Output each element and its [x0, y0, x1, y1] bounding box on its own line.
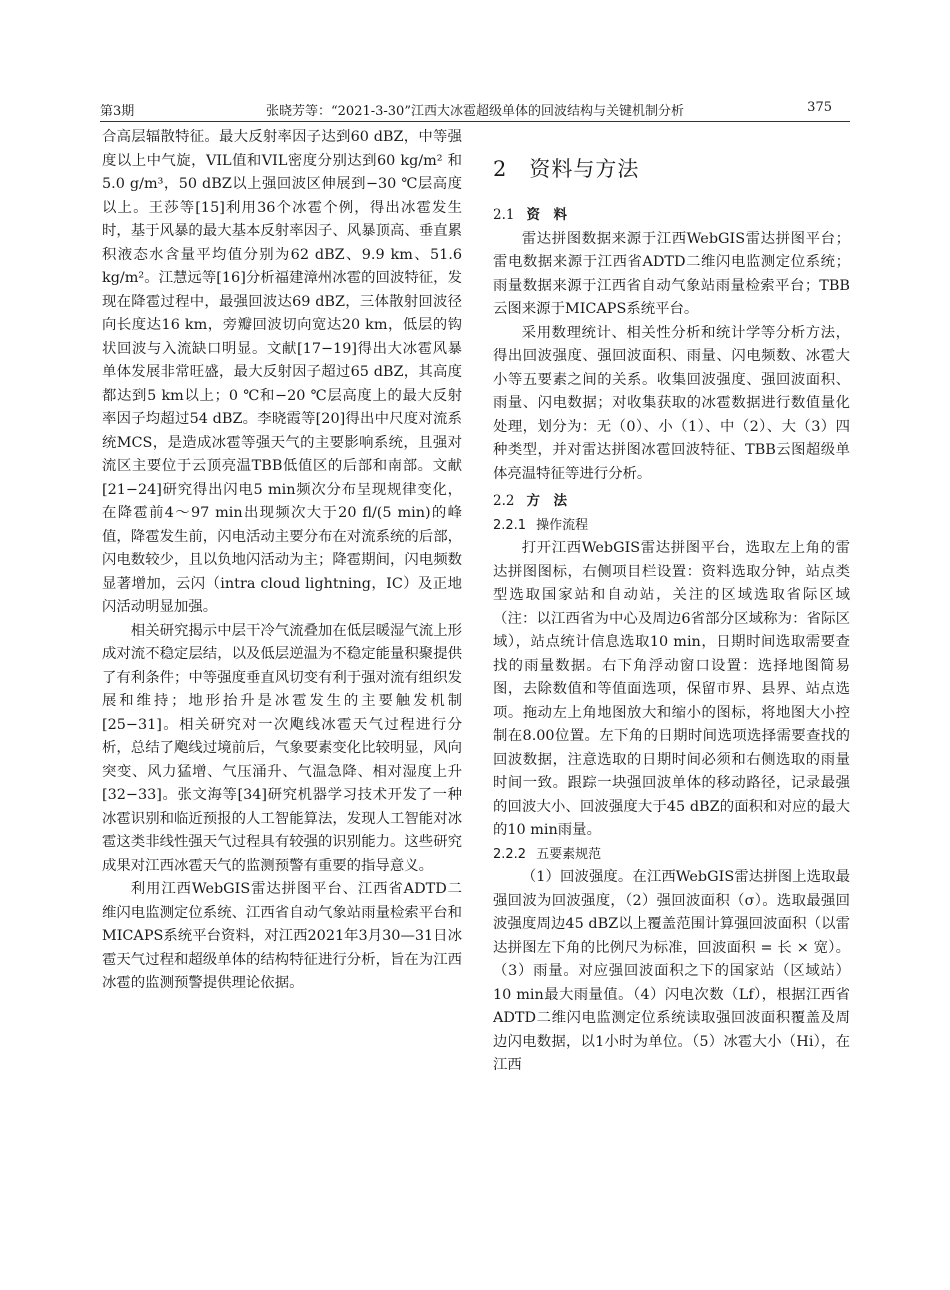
journal-issue: 第3期 [100, 104, 135, 119]
subsection-title: 方 法 [526, 493, 567, 509]
intro-paragraph-2: 相关研究揭示中层干冷气流叠加在低层暖湿气流上形成对流不稳定层结，以及低层逆温为不稳定能量积聚提供了有利条件；中等强度垂直风切变有利于强对流有组织发展和维持；地形抬升是冰雹发生的主要触发机制[25−31]。相关研究对一次飑线冰雹天气过程进行分析，总结了飑线过境前后，气象要素变化比较明显，风向突变、风力猛增、气压涌升、气温急降、相对湿度上升[32−33]。张文海等[34]研究机器学习技术开发了一种冰雹识别和临近预报的人工智能算法，发现人工智能对冰雹这类非线性强天气过程具有较强的识别能力。这些研究成果对江西冰雹天气的监测预警有重要的指导意义。 [102, 622, 462, 874]
subsection-2-2-heading [493, 490, 850, 514]
subsection-title: 五要素规范 [536, 846, 602, 862]
subsection-number: 2.2 [493, 493, 515, 509]
data-paragraph-1: 雷达拼图数据来源于江西WebGIS雷达拼图平台；雷电数据来源于江西省ADTD二维闪电监测定位系统；雨量数据来源于江西省自动气象站雨量检索平台；TBB云图来源于MICAPS系统平台。 [493, 230, 850, 317]
header-divider [100, 121, 850, 122]
subsection-title: 资 料 [526, 207, 567, 223]
left-column [102, 126, 462, 996]
intro-paragraph-1: 合高层辐散特征。最大反射率因子达到60 dBZ，中等强度以上中气旋，VIL值和VIL密度分别达到60 kg/m² 和 5.0 g/m³，50 dBZ以上强回波区伸展到−30 ℃层高度以上。王莎等[15]利用36个冰雹个例，得出冰雹发生时，基于风暴的最大基本反射率因子、风暴顶高、垂直累积液态水含量平均值分别为62 dBZ、9.9 km、51.6 kg/m²。江慧远等[16]分析福建漳州冰雹的回波特征，发现在降雹过程中，最强回波达69 dBZ，三体散射回波径向长度达16 km，旁瓣回波切向宽达20 km，低层的钩状回波与入流缺口明显。文献[17−19]得出大冰雹风暴单体发展非常旺盛，最大反射因子超过65 dBZ，其高度都达到5 km以上；0 ℃和−20 ℃层高度上的最大反射率因子均超过54 dBZ。李晓霞等[20]得出中尺度对流系统MCS，是造成冰雹等强天气的主要影响系统，且强对流区主要位于云顶亮温TBB低值区的后部和南部。文献[21−24]研究得出闪电5 min频次分布呈现规律变化，在降雹前4～97 min出现频次大于20 fl/(5 min)的峰值，降雹发生前，闪电活动主要分布在对流系统的后部，闪电数较少，且以负地闪活动为主；降雹期间，闪电频数显著增加，云闪（intra cloud lightning，IC）及正地闪活动明显加强。 [102, 129, 462, 615]
five-elements-paragraph: （1）回波强度。在江西WebGIS雷达拼图上选取最强回波为回波强度，（2）强回波面积（σ）。选取最强回波强度周边45 dBZ以上覆盖范围计算强回波面积（以雷达拼图左下角的比例尺为标准，回波面积 = 长 × 宽）。（3）雨量。对应强回波面积之下的国家站（区域站）10 min最大雨量值。（4）闪电次数（Lf），根据江西省ADTD二维闪电监测定位系统读取强回波面积覆盖及周边闪电数据，以1小时为单位。（5）冰雹大小（Hi），在江西 [493, 869, 850, 1073]
subsection-number: 2.1 [493, 207, 515, 223]
page-number: 375 [807, 100, 832, 115]
subsection-title: 操作流程 [536, 517, 589, 533]
subsection-2-2-1-heading [493, 514, 850, 538]
subsection-number: 2.2.1 [493, 517, 527, 533]
right-column [493, 126, 850, 1078]
running-title: 张晓芳等：“2021-3-30”江西大冰雹超级单体的回波结构与关键机制分析 [266, 104, 684, 119]
procedure-paragraph: 打开江西WebGIS雷达拼图平台，选取左上角的雷达拼图图标，右侧项目栏设置：资料选取分钟，站点类型选取国家站和自动站，关注的区域选取省际区域（注：以江西省为中心及周边6省部分区域称为：省际区域），站点统计信息选取10 min，日期时间选取需要查找的雨量数据。右下角浮动窗口设置：选择地图简易图，去除数值和等值面选项，保留市界、县界、站点选项。拖动左上角地图放大和缩小的图标，将地图大小控制在8.00位置。左下角的日期时间选项选择需要查找的回波数据，注意选取的日期时间必须和右侧选取的雨量时间一致。跟踪一块强回波单体的移动路径，记录最强的回波大小、回波强度大于45 dBZ的面积和对应的最大的10 min雨量。 [493, 540, 850, 838]
subsection-2-1-heading [493, 204, 850, 228]
page-header [100, 98, 850, 120]
section-title: 2 资料与方法 [493, 157, 640, 181]
intro-paragraph-3: 利用江西WebGIS雷达拼图平台、江西省ADTD二维闪电监测定位系统、江西省自动气象站雨量检索平台和MICAPS系统平台资料，对江西2021年3月30—31日冰雹天气过程和超级单体的结构特征进行分析，旨在为江西冰雹的监测预警提供理论依据。 [102, 881, 462, 991]
data-paragraph-2: 采用数理统计、相关性分析和统计学等分析方法，得出回波强度、强回波面积、雨量、闪电频数、冰雹大小等五要素之间的关系。收集回波强度、强回波面积、雨量、闪电数据；对收集获取的冰雹数据进行数值量化处理，划分为：无（0）、小（1）、中（2）、大（3）四种类型，并对雷达拼图冰雹回波特征、TBB云图超级单体亮温特征等进行分析。 [493, 324, 850, 482]
subsection-2-2-2-heading [493, 843, 850, 867]
subsection-number: 2.2.2 [493, 846, 527, 862]
